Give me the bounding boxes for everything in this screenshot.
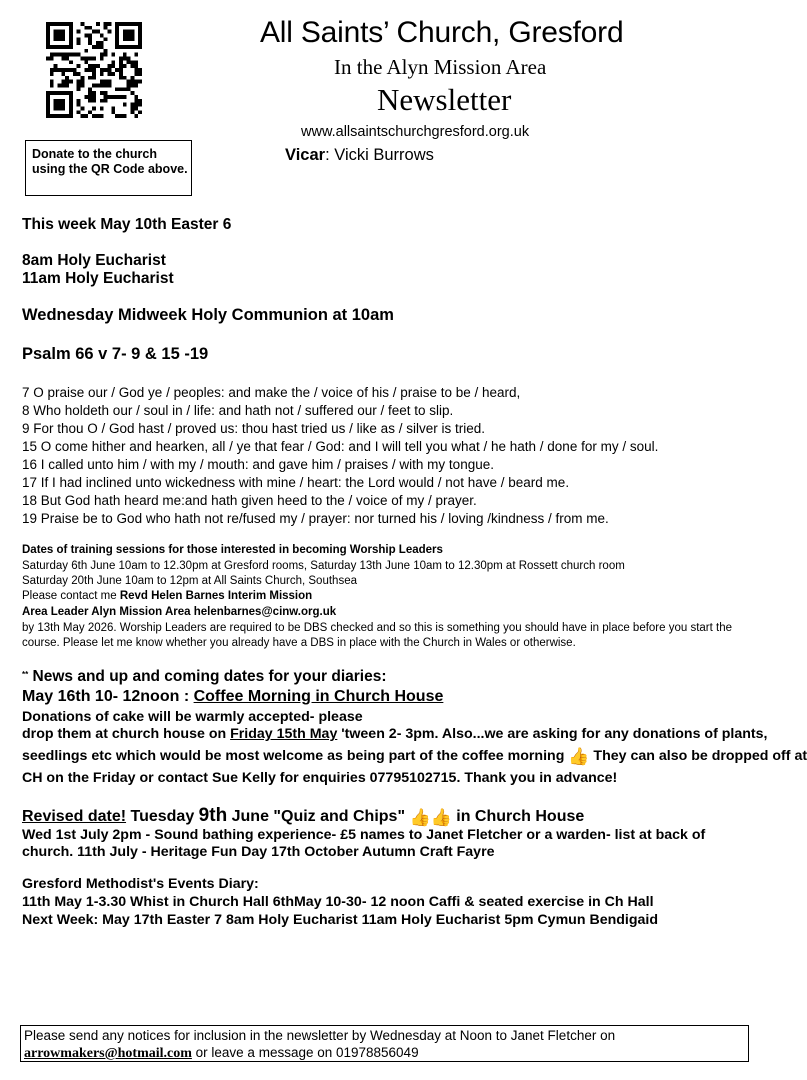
drop-line [22,726,767,742]
dbs-line: course. Please let me know whether you already have a DBS in place with the Church in Wales or otherwise. [22,637,576,649]
vicar-line [285,146,434,165]
coffee-morning-line [22,688,443,706]
quiz-mid: June "Quiz and Chips" [227,808,410,825]
this-week-heading: This week May 10th Easter 6 [22,216,232,233]
coffee-date: May 16th 10- 12noon : [22,688,194,705]
drop-prefix: drop them at church house on [22,726,231,742]
vicar-name: : Vicki Burrows [325,146,434,164]
events-line: church. 11th July - Heritage Fun Day 17th October Autumn Craft Fayre [22,844,495,860]
church-title: All Saints’ Church, Gresford [260,16,624,49]
midweek-service: Wednesday Midweek Holy Communion at 10am [22,306,394,324]
thumbs-up-icon: 👍👍 [409,808,452,827]
psalm-verse: 9 For thou O / God hast / proved us: thou hast tried us / like as / silver is tried. [22,421,485,436]
cake-line: Donations of cake will be warmly accepted- please [22,709,363,725]
psalm-verse: 15 O come hither and hearken, all / ye that fear / God: and I will tell you what / he hath / done for my / soul. [22,439,659,454]
thumbs-up-icon: 👍 [568,747,590,766]
psalm-verse: 19 Praise be to God who hath not re/fused my / prayer: nor turned his / loving /kindness / from me. [22,511,609,526]
footer-box [20,1025,749,1062]
footer-line1: Please send any notices for inclusion in the newsletter by Wednesday at Noon to Janet Fletcher on [24,1028,616,1043]
training-line: Saturday 20th June 10am to 12pm at All Saints Church, Southsea [22,575,357,587]
next-week-line: Next Week: May 17th Easter 7 8am Holy Eucharist 11am Holy Eucharist 5pm Cymun Bendigaid [22,912,659,928]
quiz-line [22,805,584,827]
ch-friday-line: CH on the Friday or contact Sue Kelly for enquiries 07795102715. Thank you in advance! [22,770,618,786]
contact-name: Revd Helen Barnes Interim Mission [119,590,313,602]
quiz-ninth: 9th [198,805,228,826]
service-8am: 8am Holy Eucharist [22,252,166,269]
drop-date: Friday 15th May [230,726,338,742]
qr-code [46,22,142,118]
news-heading [22,668,387,686]
psalm-heading: Psalm 66 v 7- 9 & 15 -19 [22,345,209,363]
seedlings-prefix: seedlings etc which would be most welcome as being part of the coffee morning [22,748,569,764]
news-heading-text: News and up and coming dates for your diaries: [28,668,387,685]
vicar-label: Vicar [285,146,326,164]
revised-date-label: Revised date! [22,808,127,825]
training-line: Saturday 6th June 10am to 12.30pm at Gresford rooms, Saturday 13th June 10am to 12.30pm at Rossett church room [22,560,625,572]
training-heading: Dates of training sessions for those interested in becoming Worship Leaders [22,544,443,556]
quiz-suffix: in Church House [451,808,585,825]
mission-area-subtitle: In the Alyn Mission Area [334,55,547,79]
psalm-verse: 16 I called unto him / with my / mouth: and gave him / praises / with my tongue. [22,457,494,472]
email-link[interactable]: arrowmakers@hotmail.com [24,1046,192,1061]
news-stars: ** [22,670,29,679]
psalm-verse: 7 O praise our / God ye / peoples: and make the / voice of his / praise to be / heard, [22,385,521,400]
seedlings-suffix: They can also be dropped off at [589,748,807,764]
drop-suffix: 'tween 2- 3pm. Also...we are asking for any donations of plants, [337,726,768,742]
footer-line2 [24,1044,748,1062]
service-11am: 11am Holy Eucharist [22,270,174,287]
contact-prefix: Please contact me [22,590,120,602]
methodist-events: 11th May 1-3.30 Whist in Church Hall 6thMay 10-30- 12 noon Caffi & seated exercise in Ch Hall [22,894,654,910]
sound-bathing-line: Wed 1st July 2pm - Sound bathing experience- £5 names to Janet Fletcher or a warden- list at back of [22,827,706,843]
dbs-line: by 13th May 2026. Worship Leaders are required to be DBS checked and so this is something you should have in place before you start the [22,622,733,634]
psalm-verse: 8 Who holdeth our / soul in / life: and hath not / suffered our / feet to slip. [22,403,454,418]
coffee-title: Coffee Morning in Church House [193,688,444,705]
donate-box: Donate to the church using the QR Code above. [25,140,192,196]
newsletter-heading: Newsletter [377,82,512,117]
methodist-heading: Gresford Methodist's Events Diary: [22,876,259,892]
website-link[interactable]: www.allsaintschurchgresford.org.uk [301,124,530,140]
psalm-verse: 17 If I had inclined unto wickedness with mine / heart: the Lord would / not have / beard me. [22,475,570,490]
footer-phone: or leave a message on 01978856049 [191,1045,419,1060]
seedlings-line [22,748,807,765]
quiz-prefix: Tuesday [126,808,199,825]
training-contact [22,590,312,602]
training-contact-email: Area Leader Alyn Mission Area helenbarnes@cinw.org.uk [22,606,337,618]
psalm-verse: 18 But God hath heard me:and hath given heed to the / voice of my / prayer. [22,493,477,508]
